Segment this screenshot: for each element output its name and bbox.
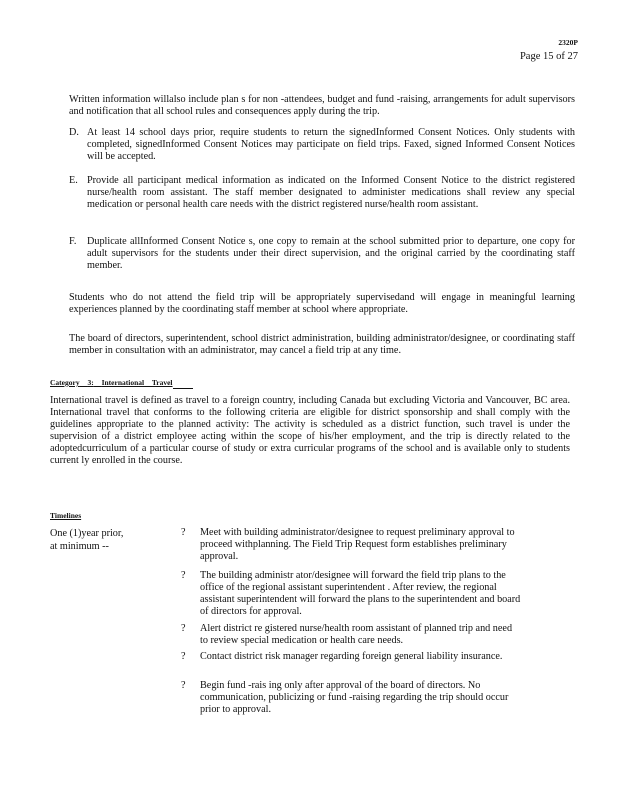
list-item-e: [69, 175, 575, 211]
international-paragraph: International travel is defined as travel to a foreign country, including Canada but excluding Victoria and Vancouver, BC area. International travel that conforms to the following criteria are eligible for district sponsorship and shall comply with the guidelines appropriate to the planned activity: The activity is scheduled as a district function, such travel is under the supervision of a district employee acting within the scope of his/her employment, and the trip is directly related to the adoptedcurriculum of a particular course of study or extra curricular programs of the school and is available only to students current ly enrolled in the course.: [50, 395, 570, 467]
category-title: International Travel: [101, 378, 173, 387]
timeline-bullet-text: Meet with building administrator/designee to request preliminary approval to proceed withplanning. The Field Trip Request form establishes preliminary approval.: [200, 527, 515, 563]
bullet-glyph-icon: ?: [181, 623, 186, 634]
timeline-bullet: [181, 623, 521, 647]
intro-paragraph: Written information willalso include plan s for non -attendees, budget and fund -raising, arrangements for adult supervisors and notification that all school rules and consequences apply during the trip.: [69, 94, 575, 118]
timeline-bullet-text: The building administr ator/designee will forward the field trip plans to the office of the regional assistant superintendent . After review, the regional assistant superintendent will forward the plans to the superintendent and board of directors for approval.: [200, 570, 521, 618]
timeline-bullet: [181, 680, 521, 716]
bullet-glyph-icon: ?: [181, 527, 186, 538]
list-item-d: [69, 127, 575, 163]
timeline-bullet: [181, 651, 521, 663]
cancel-paragraph: The board of directors, superintendent, school district administration, building administrator/designee, or coordinating staff member in consultation with an administrator, may cancel a field trip at any time.: [69, 333, 575, 357]
timeline-bullet: [181, 570, 521, 618]
bullet-glyph-icon: ?: [181, 680, 186, 691]
category-heading: [50, 377, 193, 389]
bullet-glyph-icon: ?: [181, 651, 186, 662]
students-paragraph: Students who do not attend the field trip will be appropriately supervisedand will engage in meaningful learning experiences planned by the coordinating staff member at school where appropriate.: [69, 292, 575, 316]
timeline-bullet-text: Alert district re gistered nurse/health room assistant of planned trip and need to review special medication or health care needs.: [200, 623, 513, 647]
bullet-glyph-icon: ?: [181, 570, 186, 581]
policy-code: 2320P: [558, 38, 578, 47]
list-item-f: [69, 236, 575, 272]
category-label: Category: [50, 378, 80, 387]
page-number: Page 15 of 27: [519, 51, 578, 62]
timeline-label-line-2: at minimum --: [50, 541, 109, 552]
timelines-heading: Timelines: [50, 511, 82, 520]
list-item-text: At least 14 school days prior, require students to return the signedInformed Consent Notices. Only students with completed, signedInformed Consent Notices may participate on field trips. Faxed, signed Informed Consent Notices will be accepted.: [87, 127, 575, 163]
list-item-text: Duplicate allInformed Consent Notice s, one copy to remain at the school submitted prior to departure, one copy for adult supervisors for the students under their direct supervision, and the original carried by the coordinating staff member.: [87, 236, 575, 272]
list-item-label: F.: [69, 236, 77, 247]
timeline-bullet-text: Begin fund -rais ing only after approval of the board of directors. No communication, publicizing or fund -raising regarding the trip should occur prior to approval.: [200, 680, 509, 716]
heading-rule: [173, 388, 193, 389]
list-item-label: D.: [69, 127, 79, 138]
timeline-bullet: [181, 527, 521, 563]
category-number: 3:: [87, 378, 94, 387]
list-item-label: E.: [69, 175, 78, 186]
list-item-text: Provide all participant medical information as indicated on the Informed Consent Notice to the district registered nurse/health room assistant. The staff member designated to administer medications shall review any special medication or personal health care needs with the district registered nurse/health room assistant.: [87, 175, 575, 211]
timeline-label-line-1: One (1)year prior,: [50, 528, 124, 539]
timeline-label: [50, 527, 160, 553]
timeline-bullet-text: Contact district risk manager regarding foreign general liability insurance.: [200, 651, 503, 662]
